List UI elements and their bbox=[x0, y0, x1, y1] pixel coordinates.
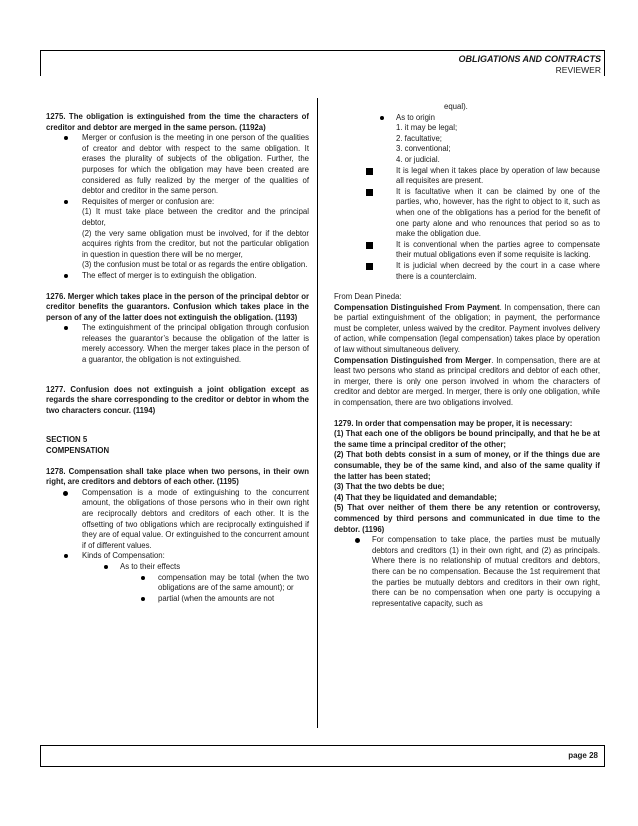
list-item bbox=[46, 551, 309, 562]
list-item bbox=[46, 271, 309, 282]
square-bullet-icon bbox=[366, 189, 373, 196]
compensation-vs-payment bbox=[334, 303, 600, 356]
requisite-1: (1) It must take place between the creditor and the principal debtor, bbox=[82, 207, 309, 227]
article-1278-bullet-2: Kinds of Compensation: bbox=[82, 551, 165, 561]
header-subtitle: REVIEWER bbox=[555, 65, 601, 75]
right-column bbox=[334, 102, 600, 609]
article-1279-req-4: (4) That they be liquidated and demandable; bbox=[334, 492, 497, 502]
page-footer bbox=[40, 745, 605, 767]
list-item bbox=[334, 166, 600, 187]
article-1277-title: 1277. Confusion does not extinguish a joint obligation except as regards the share corresponding to the creditor or debtor in whom the two characters concur. (1194) bbox=[46, 384, 309, 415]
kinds-as-to-origin: As to origin bbox=[396, 112, 436, 122]
requisite-3: (3) the confusion must be total or as regards the entire obligation. bbox=[82, 260, 308, 270]
section-number: SECTION 5 bbox=[46, 435, 88, 445]
continued-text: equal). bbox=[444, 102, 468, 111]
bullet-icon bbox=[104, 565, 108, 569]
running-header bbox=[40, 50, 605, 76]
list-item bbox=[46, 562, 309, 573]
legal-compensation: It is legal when it takes place by operation of law because all requisites are present. bbox=[396, 165, 600, 186]
bullet-icon bbox=[141, 597, 145, 601]
dean-pineda-note: From Dean Pineda: bbox=[334, 292, 402, 302]
article-1278-title: 1278. Compensation shall take place when two persons, in their own right, are creditors and debtors of each other. (1195) bbox=[46, 466, 309, 487]
effect-partial: partial (when the amounts are not bbox=[158, 593, 275, 603]
origin-item-4: 4. or judicial. bbox=[396, 154, 440, 164]
list-item bbox=[334, 187, 600, 240]
left-column bbox=[46, 102, 309, 604]
origin-item-2: 2. facultative; bbox=[396, 133, 442, 143]
effect-total: compensation may be total (when the two obligations are of the same amount); or bbox=[158, 572, 309, 593]
article-1276-title: 1276. Merger which takes place in the person of the principal debtor or creditor benefits the guarantors. Confusion which takes place in the person of any of the latter does not extinguish the obligation. (1193) bbox=[46, 291, 309, 322]
requisite-2: (2) the very same obligation must be involved, for if the debtor acquires rights from the creditor, but not the particular obligation in question in question there will be no merger, bbox=[82, 228, 309, 259]
article-1279-req-1: (1) That each one of the obligors be bound principally, and that he be at the same time a principal creditor of the other; bbox=[334, 429, 600, 449]
bullet-icon bbox=[64, 200, 68, 204]
bullet-icon bbox=[141, 576, 145, 580]
page-number: page 28 bbox=[568, 751, 598, 760]
article-1279-bullet-1: For compensation to take place, the parties must be mutually debtors and creditors (1) in their own right, and (2) as principals. Where there is no relationship of mutual creditors and debtors, there can be no compensation. Because the 1st requirement that the parties be mutually debtors and creditors in their own right, there can be no compensation when one party is occupying a representative capacity, such as bbox=[372, 535, 600, 608]
bullet-icon bbox=[64, 554, 68, 558]
compensation-vs-merger bbox=[334, 356, 600, 409]
list-item bbox=[334, 261, 600, 282]
list-item bbox=[46, 323, 309, 365]
article-1275-bullet-1: Merger or confusion is the meeting in one person of the qualities of creator and debtor with respect to the same obligation. It erases the plurality of subjects of the obligation. Further, the purposes for which the obligation may have been created are considered as fully realized by the merger of the qualities of debtor and creditor in the same person. bbox=[82, 133, 309, 196]
cp-text: . In compensation, there can be partial extinguishment of the obligation; in payment, the performance must be completer, unless waived by the creditor. Payment involves delivery of action, while compensation (legal compensation) takes place by operation of law without simultaneous delivery. bbox=[334, 302, 600, 355]
bullet-icon bbox=[64, 136, 68, 140]
article-1276-bullet-1: The extinguishment of the principal obligation through confusion releases the guarantor’s because the obligation of the latter is merely accessory. When the merger takes place in the person of a guarantor, the obligation is not extinguished. bbox=[82, 323, 309, 365]
bullet-icon bbox=[355, 538, 360, 543]
cm-text: . In compensation, there are at least two persons who stand as principal creditors and debtor of each other, in merger, there is only one person involved in whom the characters of creditor and debtor are merged. In merger, there is only one obligation, while in compensation, there are two obligations involved. bbox=[334, 355, 600, 408]
list-item bbox=[46, 573, 309, 594]
list-item bbox=[46, 133, 309, 197]
square-bullet-icon bbox=[366, 263, 373, 270]
list-item bbox=[334, 113, 600, 166]
column-divider bbox=[317, 98, 318, 728]
origin-item-1: 1. it may be legal; bbox=[396, 123, 458, 133]
article-1279-title: 1279. In order that compensation may be proper, it is necessary: bbox=[334, 418, 573, 428]
list-item bbox=[334, 535, 600, 609]
square-bullet-icon bbox=[366, 242, 373, 249]
origin-item-3: 3. conventional; bbox=[396, 144, 451, 154]
judicial-compensation: It is judicial when decreed by the court in a case where there is a counterclaim. bbox=[396, 260, 600, 281]
article-1275-title: 1275. The obligation is extinguished from the time the characters of creditor and debtor are merged in the same person. (1192a) bbox=[46, 112, 309, 132]
article-1279-req-2: (2) That both debts consist in a sum of money, or if the things due are consumable, they be of the same kind, and also of the same quality if the latter has been stated; bbox=[334, 450, 600, 481]
list-item bbox=[46, 197, 309, 271]
bullet-icon bbox=[64, 326, 68, 330]
article-1279-req-5: (5) That over neither of them there be any retention or controversy, commenced by third persons and communicated in due time to the debtor. (1196) bbox=[334, 503, 600, 534]
kinds-as-to-effects: As to their effects bbox=[120, 561, 181, 571]
conventional-compensation: It is conventional when the parties agree to compensate their mutual obligations even if some requisite is lacking. bbox=[396, 239, 600, 260]
article-1278-bullet-1: Compensation is a mode of extinguishing to the concurrent amount, the obligations of those persons who in their own right are reciprocally debtors and creditors of each other. It is the offsetting of two obligations which are reciprocally extinguished if they are of equal value. Or extinguished to the concurrent amount if of different values. bbox=[82, 487, 309, 550]
bullet-icon bbox=[64, 274, 68, 278]
article-1275-bullet-2-head: Requisites of merger or confusion are: bbox=[82, 196, 215, 206]
bullet-icon bbox=[380, 116, 384, 120]
cm-label: Compensation Distinguished from Merger bbox=[334, 355, 492, 365]
list-item bbox=[46, 594, 309, 605]
cp-label: Compensation Distinguished From Payment bbox=[334, 302, 500, 312]
list-item bbox=[334, 240, 600, 261]
article-1279-req-3: (3) That the two debts be due; bbox=[334, 482, 445, 492]
bullet-icon bbox=[63, 491, 68, 496]
section-name: COMPENSATION bbox=[46, 446, 110, 456]
square-bullet-icon bbox=[366, 168, 373, 175]
facultative-compensation: It is facultative when it can be claimed by one of the parties, who, however, has the right to object to it, such as when one of the obligations has a period for the benefit of one party alone and who renounces that period so as to make the obligation due. bbox=[396, 186, 600, 239]
header-title: OBLIGATIONS AND CONTRACTS bbox=[458, 54, 601, 64]
article-1275-bullet-3: The effect of merger is to extinguish the obligation. bbox=[82, 270, 257, 280]
list-item bbox=[46, 488, 309, 552]
